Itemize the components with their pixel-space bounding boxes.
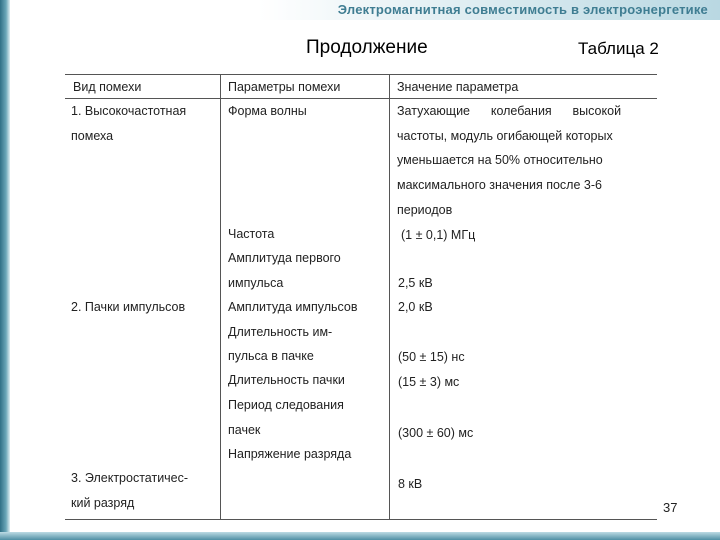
parameter-cell: Частота <box>228 227 275 241</box>
parameter-cell: Форма волны <box>228 104 307 118</box>
noise-type-cell: 3. Электростатичес- <box>71 471 189 485</box>
parameter-cell: импульса <box>228 276 284 290</box>
header-title: Электромагнитная совместимость в электроэнергетике <box>337 2 708 17</box>
value-cell: 2,0 кВ <box>398 300 433 314</box>
table-label: Таблица 2 <box>578 39 659 58</box>
value-cell: уменьшается на 50% относительно <box>397 153 603 167</box>
header-cell: Параметры помехи <box>228 80 341 94</box>
value-cell: (50 ± 15) нс <box>398 350 465 364</box>
noise-type-cell: помеха <box>71 129 114 143</box>
parameter-cell: Напряжение разряда <box>228 447 352 461</box>
value-cell: 8 кВ <box>398 477 423 491</box>
value-cell: 2,5 кВ <box>398 276 433 290</box>
noise-type-cell: кий разряд <box>71 496 135 510</box>
header-divider <box>65 98 657 99</box>
value-cell: периодов <box>397 203 453 217</box>
bottom-border <box>0 532 720 540</box>
parameter-cell: Амплитуда первого <box>228 251 341 265</box>
parameter-cell: Период следования <box>228 398 344 412</box>
left-border <box>0 0 10 540</box>
header-cell: Вид помехи <box>73 80 142 94</box>
value-cell: (15 ± 3) мс <box>398 375 460 389</box>
parameter-cell: пачек <box>228 423 261 437</box>
value-cell: частоты, модуль огибающей которых <box>397 129 613 143</box>
parameter-cell: Амплитуда импульсов <box>228 300 358 314</box>
parameter-cell: Длительность пачки <box>228 373 345 387</box>
noise-type-cell: 2. Пачки импульсов <box>71 300 186 314</box>
data-table <box>65 74 657 520</box>
column-divider <box>389 75 390 519</box>
parameter-cell: пульса в пачке <box>228 349 314 363</box>
page-number: 37 <box>663 500 678 515</box>
value-cell: максимального значения после 3-6 <box>397 178 602 192</box>
noise-type-cell: 1. Высокочастотная <box>71 104 187 118</box>
value-cell: (300 ± 60) мс <box>398 426 474 440</box>
value-cell: Затухающие колебания высокой <box>397 104 622 118</box>
parameter-cell: Длительность им- <box>228 325 333 339</box>
header-band <box>10 0 720 20</box>
continuation-label: Продолжение <box>306 37 428 58</box>
header-cell: Значение параметра <box>397 80 519 94</box>
column-divider <box>220 75 221 519</box>
value-cell: (1 ± 0,1) МГц <box>401 228 476 242</box>
